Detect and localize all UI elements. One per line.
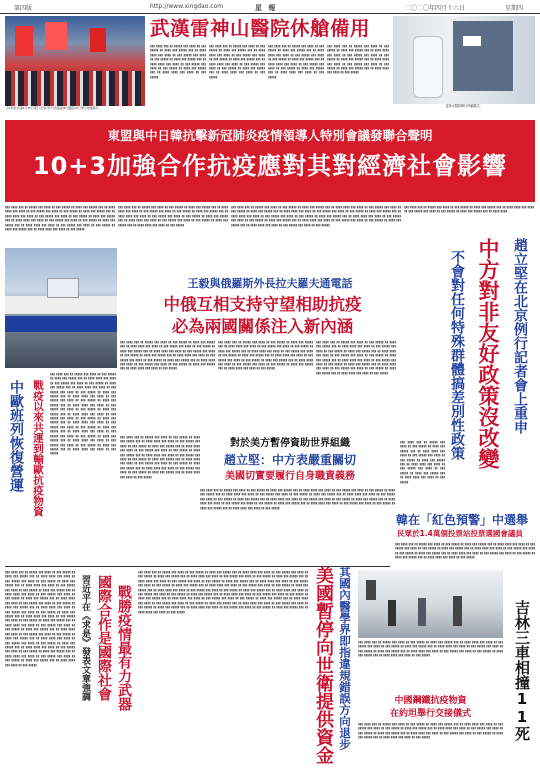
article-text: ▮▮▮ ▮▮▮▮ ▮▮▮ ▮▮ ▮▮▮▮▮ ▮▮▮ ▮▮▮▮ ▮▮ ▮▮▮ ▮▮▮▮▮ ▮▮ ▮▮▮▮ ▮▮▮ ▮▮▮▮▮ ▮▮▮ ▮▮ ▮▮▮▮ ▮▮▮▮ ▮▮▮ ▮▮▮▮ ▮▮ ▮▮▮ ▮▮▮▮▮ ▮▮▮ ▮▮▮▮ ▮▮ ▮▮▮ ▮▮▮▮▮ ▮▮ ▮▮▮▮ ▮▮▮ ▮▮▮▮▮ ▮▮▮ ▮▮ ▮▮▮▮ ▮▮▮▮ ▮▮▮ ▮▮▮▮ ▮▮ ▮▮▮ ▮▮▮▮▮ ▮▮▮ ▮▮▮▮ ▮▮ ▮▮▮ ▮▮▮▮▮ ▮▮ ▮▮▮▮ ▮▮▮ ▮▮▮▮▮ ▮▮▮ ▮▮ ▮▮▮▮ ▮▮▮▮ ▮▮▮ ▮▮▮▮ ▮▮ ▮▮▮ ▮▮▮▮▮ ▮▮▮ ▮▮▮▮ ▮▮ ▮▮▮ ▮▮▮▮▮ ▮▮ ▮▮▮▮ ▮▮▮ ▮▮▮▮▮ ▮▮▮ ▮▮ ▮▮▮▮ ▮▮▮▮ ▮▮▮ ▮▮▮▮ ▮▮ ▮▮▮ ▮▮▮▮▮ ▮▮▮ ▮▮▮▮ ▮▮ ▮▮▮ ▮▮▮▮▮ ▮▮ ▮▮▮▮ ▮▮▮ ▮▮▮▮▮ ▮▮▮ ▮▮ ▮▮▮▮ ▮▮▮▮ ▮▮▮ ▮▮▮▮ ▮▮ ▮▮▮ ▮▮▮▮▮ xyxy=(120,340,215,371)
us-halt-headline: 美國暫停向世衛提供資金 xyxy=(313,566,334,764)
article-text: ▮▮▮ ▮▮▮▮ ▮▮▮ ▮▮ ▮▮▮▮▮ ▮▮▮ ▮▮▮▮ ▮▮ ▮▮▮ ▮▮▮▮▮ ▮▮ ▮▮▮▮ ▮▮▮ ▮▮▮▮▮ ▮▮▮ ▮▮ ▮▮▮▮ ▮▮▮▮ ▮▮▮ ▮▮▮▮ ▮▮ ▮▮▮ ▮▮▮▮▮ ▮▮▮ ▮▮▮▮ ▮▮ ▮▮▮ ▮▮▮▮▮ ▮▮ ▮▮▮▮ ▮▮▮ ▮▮▮▮▮ ▮▮▮ ▮▮ ▮▮▮▮ ▮▮▮▮ ▮▮▮ ▮▮▮▮ ▮▮ ▮▮▮ ▮▮▮▮▮ ▮▮▮ ▮▮▮▮ ▮▮ ▮▮▮ ▮▮▮▮▮ ▮▮ ▮▮▮▮ ▮▮▮ ▮▮▮▮▮ ▮▮▮ ▮▮ ▮▮▮▮ ▮▮▮▮ ▮▮▮ ▮▮▮▮ ▮▮ ▮▮▮ ▮▮▮▮▮ xyxy=(268,44,324,79)
article-text: ▮▮▮ ▮▮▮▮ ▮▮▮ ▮▮ ▮▮▮▮▮ ▮▮▮ ▮▮▮▮ ▮▮ ▮▮▮ ▮▮▮▮▮ ▮▮ ▮▮▮▮ ▮▮▮ ▮▮▮▮▮ ▮▮▮ ▮▮ ▮▮▮▮ ▮▮▮▮ ▮▮▮ ▮▮▮▮ ▮▮ ▮▮▮ ▮▮▮▮▮ ▮▮▮ ▮▮▮▮ ▮▮ ▮▮▮ ▮▮▮▮▮ ▮▮ ▮▮▮▮ ▮▮▮ ▮▮▮▮▮ ▮▮▮ ▮▮ ▮▮▮▮ ▮▮▮▮ ▮▮▮ ▮▮▮▮ ▮▮ ▮▮▮ ▮▮▮▮▮ ▮▮▮ ▮▮▮▮ ▮▮ ▮▮▮ ▮▮▮▮▮ ▮▮ ▮▮▮▮ ▮▮▮ ▮▮▮▮▮ ▮▮▮ ▮▮ ▮▮▮▮ ▮▮▮▮ ▮▮▮ ▮▮▮▮ ▮▮ ▮▮▮ ▮▮▮▮▮ ▮▮▮ ▮▮▮▮ ▮▮ ▮▮▮ ▮▮▮▮▮ ▮▮ ▮▮▮▮ ▮▮▮ ▮▮▮▮▮ ▮▮▮ ▮▮ ▮▮▮▮ ▮▮▮▮ ▮▮▮ ▮▮▮▮ ▮▮ ▮▮▮ ▮▮▮▮▮ ▮▮▮ ▮▮▮▮ ▮▮ ▮▮▮ ▮▮▮▮▮ ▮▮ ▮▮▮▮ ▮▮▮ ▮▮▮▮▮ ▮▮▮ ▮▮ ▮▮▮▮ ▮▮▮▮ ▮▮▮ ▮▮▮▮ ▮▮ ▮▮▮ ▮▮▮▮▮ ▮▮▮ ▮▮▮▮ ▮▮ ▮▮▮ ▮▮▮▮▮ ▮▮ ▮▮▮▮ ▮▮▮ ▮▮▮▮▮ ▮▮▮ ▮▮ ▮▮▮▮ ▮▮▮▮ ▮▮▮ ▮▮▮▮ ▮▮ ▮▮▮ ▮▮▮▮▮ ▮▮▮ ▮▮▮▮ ▮▮ ▮▮▮ ▮▮▮▮▮ ▮▮ ▮▮▮▮ ▮▮▮ ▮▮▮▮▮ ▮▮▮ ▮▮ ▮▮▮▮ ▮▮▮▮ ▮▮▮ ▮▮▮▮ ▮▮ ▮▮▮ ▮▮▮▮▮ ▮▮▮ ▮▮▮▮ ▮▮ ▮▮▮ ▮▮▮▮▮ ▮▮ ▮▮▮▮ ▮▮▮ ▮▮▮▮▮ ▮▮▮ ▮▮ ▮▮▮▮ ▮▮▮▮ ▮▮▮ ▮▮▮▮ ▮▮ ▮▮▮ ▮▮▮▮▮ ▮▮▮ ▮▮▮▮ ▮▮ ▮▮▮ ▮▮▮▮▮ ▮▮ ▮▮▮▮ ▮▮▮ ▮▮▮▮▮ ▮▮▮ ▮▮ ▮▮▮▮ ▮▮▮▮ ▮▮▮ ▮▮▮▮ ▮▮ ▮▮▮ ▮▮▮▮▮ ▮▮▮ ▮▮▮▮ ▮▮ ▮▮▮ ▮▮▮▮▮ ▮▮ ▮▮▮▮ ▮▮▮ ▮▮▮▮▮ ▮▮▮ ▮▮ ▮▮▮▮ ▮▮▮▮ ▮▮▮ ▮▮▮▮ ▮▮ ▮▮▮ ▮▮▮▮▮ ▮▮▮ ▮▮▮▮ ▮▮ ▮▮▮ ▮▮▮▮▮ ▮▮ ▮▮▮▮ ▮▮▮ ▮▮▮▮▮ ▮▮▮ ▮▮ ▮▮▮▮ ▮▮▮▮ ▮▮▮ ▮▮▮▮ ▮▮ ▮▮▮ ▮▮▮▮▮ ▮▮▮ ▮▮▮▮ ▮▮ ▮▮▮ ▮▮▮▮▮ ▮▮ ▮▮▮▮ ▮▮▮ ▮▮▮▮▮ ▮▮▮ ▮▮ ▮▮▮▮ ▮▮▮▮ ▮▮▮ ▮▮▮▮ ▮▮ ▮▮▮ ▮▮▮▮▮ ▮▮▮ ▮▮▮▮ ▮▮ ▮▮▮ ▮▮▮▮▮ ▮▮ ▮▮▮▮ ▮▮▮ ▮▮▮▮▮ ▮▮▮ ▮▮ ▮▮▮▮ ▮▮▮▮ ▮▮▮ ▮▮▮▮ ▮▮ ▮▮▮ ▮▮▮▮▮ xyxy=(138,570,308,614)
site-url[interactable]: http://www.xingdao.com xyxy=(150,3,224,10)
sign xyxy=(366,580,376,600)
photo-caption: 雷神山醫院舉行休艙儀式。 xyxy=(445,104,483,108)
sign xyxy=(47,278,79,298)
wangyi-headline-1: 中俄互相支持守望相助抗疫 xyxy=(163,295,362,314)
us-halt-subhead: 其國內醫學界即指違規錯誤方向退步 xyxy=(338,566,352,750)
banner xyxy=(5,120,535,202)
uswho-headline: 趙立堅：中方表嚴重關切 xyxy=(223,453,356,467)
article-text: ▮▮▮ ▮▮▮▮ ▮▮▮ ▮▮ ▮▮▮▮▮ ▮▮▮ ▮▮▮▮ ▮▮ ▮▮▮ ▮▮▮▮▮ ▮▮ ▮▮▮▮ ▮▮▮ ▮▮▮▮▮ ▮▮▮ ▮▮ ▮▮▮▮ ▮▮▮▮ ▮▮▮ ▮▮▮▮ ▮▮ ▮▮▮ ▮▮▮▮▮ ▮▮▮ ▮▮▮▮ ▮▮ ▮▮▮ ▮▮▮▮▮ ▮▮ ▮▮▮▮ ▮▮▮ ▮▮▮▮▮ ▮▮▮ ▮▮ ▮▮▮▮ ▮▮▮▮ ▮▮▮ ▮▮▮▮ ▮▮ ▮▮▮ ▮▮▮▮▮ ▮▮▮ ▮▮▮▮ ▮▮ ▮▮▮ ▮▮▮▮▮ ▮▮ ▮▮▮▮ ▮▮▮ ▮▮▮▮▮ ▮▮▮ ▮▮ ▮▮▮▮ ▮▮▮▮ ▮▮▮ ▮▮▮▮ ▮▮ ▮▮▮ ▮▮▮▮▮ xyxy=(327,44,389,75)
page-header xyxy=(0,0,540,14)
article-text: ▮▮▮ ▮▮▮▮ ▮▮▮ ▮▮ ▮▮▮▮▮ ▮▮▮ ▮▮▮▮ ▮▮ ▮▮▮ ▮▮▮▮▮ ▮▮ ▮▮▮▮ ▮▮▮ ▮▮▮▮▮ ▮▮▮ ▮▮ ▮▮▮▮ ▮▮▮▮ ▮▮▮ ▮▮▮▮ ▮▮ ▮▮▮ ▮▮▮▮▮ ▮▮▮ ▮▮▮▮ ▮▮ ▮▮▮ ▮▮▮▮▮ ▮▮ ▮▮▮▮ ▮▮▮ ▮▮▮▮▮ ▮▮▮ ▮▮ ▮▮▮▮ ▮▮▮▮ ▮▮▮ ▮▮▮▮ ▮▮ ▮▮▮ ▮▮▮▮▮ ▮▮▮ ▮▮▮▮ ▮▮ ▮▮▮ ▮▮▮▮▮ ▮▮ ▮▮▮▮ ▮▮▮ ▮▮▮▮▮ ▮▮▮ ▮▮ ▮▮▮▮ ▮▮▮▮ ▮▮▮ ▮▮▮▮ ▮▮ ▮▮▮ ▮▮▮▮▮ ▮▮▮ ▮▮▮▮ ▮▮ ▮▮▮ ▮▮▮▮▮ ▮▮ ▮▮▮▮ ▮▮▮ ▮▮▮▮▮ ▮▮▮ ▮▮ ▮▮▮▮ ▮▮▮▮ ▮▮▮ ▮▮▮▮ ▮▮ ▮▮▮ ▮▮▮▮▮ ▮▮▮ ▮▮▮▮ ▮▮ ▮▮▮ ▮▮▮▮▮ ▮▮ ▮▮▮▮ ▮▮▮ ▮▮▮▮▮ ▮▮▮ ▮▮ ▮▮▮▮ ▮▮▮▮ ▮▮▮ ▮▮▮▮ ▮▮ ▮▮▮ ▮▮▮▮▮ xyxy=(218,340,313,371)
wangyi-headline-2: 必為兩國關係注入新內涵 xyxy=(171,317,354,336)
zhao-subhead: 趙立堅在北京例行記者會上重申 xyxy=(512,238,528,434)
article-text: ▮▮▮ ▮▮▮▮ ▮▮▮ ▮▮ ▮▮▮▮▮ ▮▮▮ ▮▮▮▮ ▮▮ ▮▮▮ ▮▮▮▮▮ ▮▮ ▮▮▮▮ ▮▮▮ ▮▮▮▮▮ ▮▮▮ ▮▮ ▮▮▮▮ ▮▮▮▮ ▮▮▮ ▮▮▮▮ ▮▮ ▮▮▮ ▮▮▮▮▮ ▮▮▮ ▮▮▮▮ ▮▮ ▮▮▮ ▮▮▮▮▮ ▮▮ ▮▮▮▮ ▮▮▮ ▮▮▮▮▮ ▮▮▮ ▮▮ ▮▮▮▮ ▮▮▮▮ xyxy=(404,205,534,214)
intl-headline-2: 戰勝疫情最有力武器 xyxy=(116,585,132,711)
zhao-headline: 中方對非友好政策沒改變 xyxy=(476,238,500,469)
article-text: ▮▮▮ ▮▮▮▮ ▮▮▮ ▮▮ ▮▮▮▮▮ ▮▮▮ ▮▮▮▮ ▮▮ ▮▮▮ ▮▮▮▮▮ ▮▮ ▮▮▮▮ ▮▮▮ ▮▮▮▮▮ ▮▮▮ ▮▮ ▮▮▮▮ ▮▮▮▮ ▮▮▮ ▮▮▮▮ ▮▮ ▮▮▮ ▮▮▮▮▮ ▮▮▮ ▮▮▮▮ ▮▮ ▮▮▮ ▮▮▮▮▮ ▮▮ ▮▮▮▮ ▮▮▮ ▮▮▮▮▮ ▮▮▮ ▮▮ ▮▮▮▮ ▮▮▮▮ ▮▮▮ ▮▮▮▮ ▮▮ ▮▮▮ ▮▮▮▮▮ ▮▮▮ ▮▮▮▮ ▮▮ ▮▮▮ ▮▮▮▮▮ ▮▮ ▮▮▮▮ ▮▮▮ ▮▮▮▮▮ ▮▮▮ ▮▮ ▮▮▮▮ ▮▮▮▮ ▮▮▮ ▮▮▮▮ ▮▮ ▮▮▮ ▮▮▮▮▮ ▮▮▮ ▮▮▮▮ ▮▮ ▮▮▮ ▮▮▮▮▮ ▮▮ ▮▮▮▮ ▮▮▮ ▮▮▮▮▮ ▮▮▮ ▮▮ ▮▮▮▮ ▮▮▮▮ ▮▮▮ ▮▮▮▮ ▮▮ ▮▮▮ ▮▮▮▮▮ ▮▮▮ ▮▮▮▮ ▮▮ ▮▮▮ ▮▮▮▮▮ ▮▮ ▮▮▮▮ ▮▮▮ ▮▮▮▮▮ ▮▮▮ ▮▮ ▮▮▮▮ ▮▮▮▮ ▮▮▮ ▮▮▮▮ ▮▮ ▮▮▮ ▮▮▮▮▮ ▮▮▮ ▮▮▮▮ ▮▮ ▮▮▮ ▮▮▮▮▮ ▮▮ ▮▮▮▮ ▮▮▮ ▮▮▮▮▮ ▮▮▮ ▮▮ ▮▮▮▮ ▮▮▮▮ ▮▮▮ ▮▮▮▮ ▮▮ ▮▮▮ ▮▮▮▮▮ ▮▮▮ ▮▮▮▮ ▮▮ ▮▮▮ ▮▮▮▮▮ ▮▮ ▮▮▮▮ ▮▮▮ ▮▮▮▮▮ ▮▮▮ ▮▮ ▮▮▮▮ ▮▮▮▮ ▮▮▮ ▮▮▮▮ ▮▮ ▮▮▮ ▮▮▮▮▮ ▮▮▮ ▮▮▮▮ ▮▮ ▮▮▮ ▮▮▮▮▮ ▮▮ ▮▮▮▮ ▮▮▮ ▮▮▮▮▮ ▮▮▮ ▮▮ ▮▮▮▮ ▮▮▮▮ ▮▮▮ ▮▮▮▮ ▮▮ ▮▮▮ ▮▮▮▮▮ ▮▮▮ ▮▮▮▮ ▮▮ ▮▮▮ ▮▮▮▮▮ ▮▮ ▮▮▮▮ ▮▮▮ ▮▮▮▮▮ ▮▮▮ ▮▮ ▮▮▮▮ ▮▮▮▮ ▮▮▮ ▮▮▮▮ ▮▮ ▮▮▮ ▮▮▮▮▮ ▮▮▮ ▮▮▮▮ ▮▮ ▮▮▮ ▮▮▮▮▮ ▮▮ ▮▮▮▮ ▮▮▮ ▮▮▮▮▮ ▮▮▮ ▮▮ ▮▮▮▮ ▮▮▮▮ ▮▮▮ ▮▮▮▮ ▮▮ ▮▮▮ ▮▮▮▮▮ ▮▮▮ ▮▮▮▮ ▮▮ ▮▮▮ ▮▮▮▮▮ ▮▮ ▮▮▮▮ ▮▮▮ ▮▮▮▮▮ ▮▮▮ ▮▮ ▮▮▮▮ ▮▮▮▮ ▮▮▮ ▮▮▮▮ ▮▮ ▮▮▮ ▮▮▮▮▮ ▮▮▮ ▮▮▮▮ ▮▮ ▮▮▮ ▮▮▮▮▮ ▮▮ ▮▮▮▮ ▮▮▮ ▮▮▮▮▮ ▮▮▮ ▮▮ ▮▮▮▮ ▮▮▮▮ ▮▮▮ ▮▮▮▮ ▮▮ ▮▮▮ ▮▮▮▮▮ xyxy=(5,570,75,667)
photo-caption: 【中新社武漢4月15日電】(記者 馬芳)武漢雷神山醫院15日舉行休艙儀式... xyxy=(5,106,101,110)
uswho-kicker: 對於美方暫停資助世界組織 xyxy=(230,438,350,449)
crowd xyxy=(5,71,145,106)
wangyi-subhead: 王毅與俄羅斯外長拉夫羅夫通電話 xyxy=(187,277,353,290)
article-text: ▮▮▮ ▮▮▮▮ ▮▮▮ ▮▮ ▮▮▮▮▮ ▮▮▮ ▮▮▮▮ ▮▮ ▮▮▮ ▮▮▮▮▮ ▮▮ ▮▮▮▮ ▮▮▮ ▮▮▮▮▮ ▮▮▮ ▮▮ ▮▮▮▮ ▮▮▮▮ ▮▮▮ ▮▮▮▮ ▮▮ ▮▮▮ ▮▮▮▮▮ ▮▮▮ ▮▮▮▮ ▮▮ ▮▮▮ ▮▮▮▮▮ ▮▮ ▮▮▮▮ ▮▮▮ ▮▮▮▮▮ ▮▮▮ ▮▮ ▮▮▮▮ ▮▮▮▮ ▮▮▮ ▮▮▮▮ ▮▮ ▮▮▮ ▮▮▮▮▮ ▮▮▮ ▮▮▮▮ ▮▮ ▮▮▮ ▮▮▮▮▮ ▮▮ ▮▮▮▮ ▮▮▮ ▮▮▮▮▮ ▮▮▮ ▮▮ ▮▮▮▮ ▮▮▮▮ ▮▮▮ ▮▮▮▮ ▮▮ ▮▮▮ ▮▮▮▮▮ xyxy=(400,440,445,484)
article-text: ▮▮▮ ▮▮▮▮ ▮▮▮ ▮▮ ▮▮▮▮▮ ▮▮▮ ▮▮▮▮ ▮▮ ▮▮▮ ▮▮▮▮▮ ▮▮ ▮▮▮▮ ▮▮▮ ▮▮▮▮▮ ▮▮▮ ▮▮ ▮▮▮▮ ▮▮▮▮ ▮▮▮ ▮▮▮▮ ▮▮ ▮▮▮ ▮▮▮▮▮ ▮▮▮ ▮▮▮▮ ▮▮ ▮▮▮ ▮▮▮▮▮ ▮▮ ▮▮▮▮ ▮▮▮ ▮▮▮▮▮ ▮▮▮ ▮▮ ▮▮▮▮ ▮▮▮▮ ▮▮▮ ▮▮▮▮ ▮▮ ▮▮▮ ▮▮▮▮▮ ▮▮▮ ▮▮▮▮ ▮▮ ▮▮▮ ▮▮▮▮▮ ▮▮ ▮▮▮▮ ▮▮▮ ▮▮▮▮▮ ▮▮▮ ▮▮ ▮▮▮▮ ▮▮▮▮ ▮▮▮ ▮▮▮▮ ▮▮ ▮▮▮ ▮▮▮▮▮ xyxy=(209,44,265,79)
intl-kicker: 習近平在《求是》發表文章強調 xyxy=(80,575,90,701)
jilin-headline: 吉林三車相撞11死 xyxy=(513,600,531,741)
door-panel xyxy=(453,21,513,91)
zhao-subhead-2: 不會對任何特殊群體搞差別性政策 xyxy=(449,250,465,460)
person xyxy=(418,598,426,626)
article-text: ▮▮▮ ▮▮▮▮ ▮▮▮ ▮▮ ▮▮▮▮▮ ▮▮▮ ▮▮▮▮ ▮▮ ▮▮▮ ▮▮▮▮▮ ▮▮ ▮▮▮▮ ▮▮▮ ▮▮▮▮▮ ▮▮▮ ▮▮ ▮▮▮▮ ▮▮▮▮ ▮▮▮ ▮▮▮▮ ▮▮ ▮▮▮ ▮▮▮▮▮ ▮▮▮ ▮▮▮▮ ▮▮ ▮▮▮ ▮▮▮▮▮ ▮▮ ▮▮▮▮ ▮▮▮ ▮▮▮▮▮ ▮▮▮ ▮▮ ▮▮▮▮ ▮▮▮▮ ▮▮▮ ▮▮▮▮ ▮▮ ▮▮▮ ▮▮▮▮▮ ▮▮▮ ▮▮▮▮ ▮▮ ▮▮▮ ▮▮▮▮▮ ▮▮ ▮▮▮▮ ▮▮▮ ▮▮▮▮▮ ▮▮▮ ▮▮ ▮▮▮▮ ▮▮▮▮ ▮▮▮ ▮▮▮▮ ▮▮ ▮▮▮ ▮▮▮▮▮ ▮▮▮ ▮▮▮▮ ▮▮ ▮▮▮ ▮▮▮▮▮ ▮▮ ▮▮▮▮ ▮▮▮ ▮▮▮▮▮ ▮▮▮ ▮▮ ▮▮▮▮ ▮▮▮▮ ▮▮▮ ▮▮▮▮ ▮▮ ▮▮▮ ▮▮▮▮▮ ▮▮▮ ▮▮▮▮ ▮▮ ▮▮▮ ▮▮▮▮▮ ▮▮ ▮▮▮▮ ▮▮▮ ▮▮▮▮▮ ▮▮▮ ▮▮ ▮▮▮▮ ▮▮▮▮ ▮▮▮ ▮▮▮▮ ▮▮ ▮▮▮ ▮▮▮▮▮ ▮▮▮ ▮▮▮▮ ▮▮ ▮▮▮ ▮▮▮▮▮ ▮▮ ▮▮▮▮ ▮▮▮ ▮▮▮▮▮ ▮▮▮ ▮▮ ▮▮▮▮ ▮▮▮▮ ▮▮▮ ▮▮▮▮ ▮▮ ▮▮▮ ▮▮▮▮▮ ▮▮▮ ▮▮▮▮ ▮▮ ▮▮▮ ▮▮▮▮▮ xyxy=(231,205,401,227)
article-text: ▮▮▮ ▮▮▮▮ ▮▮▮ ▮▮ ▮▮▮▮▮ ▮▮▮ ▮▮▮▮ ▮▮ ▮▮▮ ▮▮▮▮▮ ▮▮ ▮▮▮▮ ▮▮▮ ▮▮▮▮▮ ▮▮▮ ▮▮ ▮▮▮▮ ▮▮▮▮ ▮▮▮ ▮▮▮▮ ▮▮ ▮▮▮ ▮▮▮▮▮ ▮▮▮ ▮▮▮▮ ▮▮ ▮▮▮ ▮▮▮▮▮ ▮▮ ▮▮▮▮ ▮▮▮ ▮▮▮▮▮ ▮▮▮ ▮▮ ▮▮▮▮ ▮▮▮▮ ▮▮▮ ▮▮▮▮ ▮▮ ▮▮▮ ▮▮▮▮▮ ▮▮▮ ▮▮▮▮ ▮▮ ▮▮▮ ▮▮▮▮▮ ▮▮ ▮▮▮▮ ▮▮▮ ▮▮▮▮▮ ▮▮▮ ▮▮ ▮▮▮▮ ▮▮▮▮ ▮▮▮ ▮▮▮▮ ▮▮ ▮▮▮ ▮▮▮▮▮ ▮▮▮ ▮▮▮▮ ▮▮ ▮▮▮ ▮▮▮▮▮ ▮▮ ▮▮▮▮ ▮▮▮ ▮▮▮▮▮ ▮▮▮ ▮▮ ▮▮▮▮ ▮▮▮▮ ▮▮▮ ▮▮▮▮ ▮▮ ▮▮▮ ▮▮▮▮▮ ▮▮▮ ▮▮▮▮ ▮▮ ▮▮▮ ▮▮▮▮▮ ▮▮ ▮▮▮▮ ▮▮▮ ▮▮▮▮▮ ▮▮▮ ▮▮ ▮▮▮▮ ▮▮▮▮ ▮▮▮ ▮▮▮▮ ▮▮ ▮▮▮ ▮▮▮▮▮ xyxy=(316,340,396,375)
weekday: 星期四 xyxy=(505,5,524,12)
container xyxy=(5,296,117,314)
intl-headline-1: 國際合作是國際社會 xyxy=(96,575,112,701)
flag xyxy=(15,26,33,56)
page-number: 第四版 xyxy=(14,5,33,12)
airport-photo xyxy=(358,570,503,638)
banner-headline: 10+3加強合作抗疫應對其對經濟社會影響 xyxy=(32,152,508,180)
top-headline: 武漢雷神山醫院休艙備用 xyxy=(150,17,371,40)
person xyxy=(453,596,462,626)
person xyxy=(388,600,396,626)
article-text: ▮▮▮ ▮▮▮▮ ▮▮▮ ▮▮ ▮▮▮▮▮ ▮▮▮ ▮▮▮▮ ▮▮ ▮▮▮ ▮▮▮▮▮ ▮▮ ▮▮▮▮ ▮▮▮ ▮▮▮▮▮ ▮▮▮ ▮▮ ▮▮▮▮ ▮▮▮▮ ▮▮▮ ▮▮▮▮ ▮▮ ▮▮▮ ▮▮▮▮▮ ▮▮▮ ▮▮▮▮ ▮▮ ▮▮▮ ▮▮▮▮▮ ▮▮ ▮▮▮▮ ▮▮▮ ▮▮▮▮▮ ▮▮▮ ▮▮ ▮▮▮▮ ▮▮▮▮ ▮▮▮ ▮▮▮▮ ▮▮ ▮▮▮ ▮▮▮▮▮ ▮▮▮ ▮▮▮▮ ▮▮ ▮▮▮ ▮▮▮▮▮ ▮▮ ▮▮▮▮ ▮▮▮ ▮▮▮▮▮ ▮▮▮ ▮▮ ▮▮▮▮ ▮▮▮▮ ▮▮▮ ▮▮▮▮ ▮▮ ▮▮▮ ▮▮▮▮▮ xyxy=(150,44,206,79)
container xyxy=(5,316,117,332)
korea-headline: 韓在「紅色預警」中選舉 xyxy=(395,513,528,527)
rail-subhead: 戰疫以來共運到輸歐抗疫物資 xyxy=(32,380,44,517)
aid-headline-2: 在約坦舉行交接儀式 xyxy=(389,709,471,719)
article-text: ▮▮▮ ▮▮▮▮ ▮▮▮ ▮▮ ▮▮▮▮▮ ▮▮▮ ▮▮▮▮ ▮▮ ▮▮▮ ▮▮▮▮▮ ▮▮ ▮▮▮▮ ▮▮▮ ▮▮▮▮▮ ▮▮▮ ▮▮ ▮▮▮▮ ▮▮▮▮ ▮▮▮ ▮▮▮▮ ▮▮ ▮▮▮ ▮▮▮▮▮ ▮▮▮ ▮▮▮▮ ▮▮ ▮▮▮ ▮▮▮▮▮ ▮▮ ▮▮▮▮ ▮▮▮ ▮▮▮▮▮ ▮▮▮ ▮▮ ▮▮▮▮ ▮▮▮▮ ▮▮▮ ▮▮▮▮ ▮▮ ▮▮▮ ▮▮▮▮▮ ▮▮▮ ▮▮▮▮ ▮▮ ▮▮▮ ▮▮▮▮▮ ▮▮ ▮▮▮▮ ▮▮▮ ▮▮▮▮▮ ▮▮▮ ▮▮ ▮▮▮▮ ▮▮▮▮ ▮▮▮ ▮▮▮▮ ▮▮ ▮▮▮ ▮▮▮▮▮ ▮▮▮ ▮▮▮▮ ▮▮ ▮▮▮ ▮▮▮▮▮ ▮▮ ▮▮▮▮ ▮▮▮ ▮▮▮▮▮ ▮▮▮ ▮▮ ▮▮▮▮ ▮▮▮▮ ▮▮▮ ▮▮▮▮ ▮▮ ▮▮▮ ▮▮▮▮▮ ▮▮▮ ▮▮▮▮ ▮▮ ▮▮▮ ▮▮▮▮▮ ▮▮ ▮▮▮▮ ▮▮▮ ▮▮▮▮▮ ▮▮▮ ▮▮ ▮▮▮▮ ▮▮▮▮ ▮▮▮ ▮▮▮▮ ▮▮ ▮▮▮ ▮▮▮▮▮ ▮▮▮ ▮▮▮▮ ▮▮ ▮▮▮ ▮▮▮▮▮ ▮▮ ▮▮▮▮ ▮▮▮ ▮▮▮▮▮ ▮▮▮ ▮▮ ▮▮▮▮ ▮▮▮▮ ▮▮▮ ▮▮▮▮ ▮▮ ▮▮▮ ▮▮▮▮▮ ▮▮▮ ▮▮▮▮ ▮▮ ▮▮▮ ▮▮▮▮▮ ▮▮ ▮▮▮▮ ▮▮▮ ▮▮▮▮▮ ▮▮▮ ▮▮ ▮▮▮▮ ▮▮▮▮ ▮▮▮ ▮▮▮▮ ▮▮ ▮▮▮ ▮▮▮▮▮ xyxy=(200,488,395,510)
banner-kicker: 東盟與中日韓抗擊新冠肺炎疫情領導人特別會議發聯合聲明 xyxy=(107,128,433,143)
top-right-photo xyxy=(393,16,535,104)
article-text: ▮▮▮ ▮▮▮▮ ▮▮▮ ▮▮ ▮▮▮▮▮ ▮▮▮ ▮▮▮▮ ▮▮ ▮▮▮ ▮▮▮▮▮ ▮▮ ▮▮▮▮ ▮▮▮ ▮▮▮▮▮ ▮▮▮ ▮▮ ▮▮▮▮ ▮▮▮▮ ▮▮▮ ▮▮▮▮ ▮▮ ▮▮▮ ▮▮▮▮▮ ▮▮▮ ▮▮▮▮ ▮▮ ▮▮▮ ▮▮▮▮▮ ▮▮ ▮▮▮▮ ▮▮▮ ▮▮▮▮▮ ▮▮▮ ▮▮ ▮▮▮▮ ▮▮▮▮ ▮▮▮ ▮▮▮▮ ▮▮ ▮▮▮ ▮▮▮▮▮ ▮▮▮ ▮▮▮▮ ▮▮ ▮▮▮ ▮▮▮▮▮ ▮▮ ▮▮▮▮ ▮▮▮ ▮▮▮▮▮ ▮▮▮ ▮▮ ▮▮▮▮ ▮▮▮▮ ▮▮▮ ▮▮▮▮ ▮▮ ▮▮▮ ▮▮▮▮▮ ▮▮▮ ▮▮▮▮ ▮▮ ▮▮▮ ▮▮▮▮▮ ▮▮ ▮▮▮▮ ▮▮▮ ▮▮▮▮▮ ▮▮▮ ▮▮ ▮▮▮▮ ▮▮▮▮ ▮▮▮ ▮▮▮▮ ▮▮ ▮▮▮ ▮▮▮▮▮ ▮▮▮ ▮▮▮▮ ▮▮ ▮▮▮ ▮▮▮▮▮ ▮▮ ▮▮▮▮ ▮▮▮ ▮▮▮▮▮ ▮▮▮ ▮▮ ▮▮▮▮ ▮▮▮▮ ▮▮▮ ▮▮▮▮ ▮▮ ▮▮▮ ▮▮▮▮▮ ▮▮▮ ▮▮▮▮ ▮▮ ▮▮▮ ▮▮▮▮▮ ▮▮ ▮▮▮▮ ▮▮▮ ▮▮▮▮▮ ▮▮▮ ▮▮ ▮▮▮▮ ▮▮▮▮ ▮▮▮ ▮▮▮▮ ▮▮ ▮▮▮ ▮▮▮▮▮ ▮▮▮ ▮▮▮▮ ▮▮ ▮▮▮ ▮▮▮▮▮ ▮▮ ▮▮▮▮ ▮▮▮ ▮▮▮▮▮ ▮▮▮ ▮▮ ▮▮▮▮ ▮▮▮▮ ▮▮▮ ▮▮▮▮ ▮▮ ▮▮▮ ▮▮▮▮▮ ▮▮▮ ▮▮▮▮ ▮▮ ▮▮▮ ▮▮▮▮▮ ▮▮ ▮▮▮▮ ▮▮▮ ▮▮▮▮▮ ▮▮▮ ▮▮ ▮▮▮▮ ▮▮▮▮ ▮▮▮ ▮▮▮▮ ▮▮ ▮▮▮ ▮▮▮▮▮ ▮▮▮ ▮▮▮▮ ▮▮ ▮▮▮ ▮▮▮▮▮ ▮▮ ▮▮▮▮ ▮▮▮ ▮▮▮▮▮ ▮▮▮ ▮▮ ▮▮▮▮ ▮▮▮▮ ▮▮▮ ▮▮▮▮ ▮▮ ▮▮▮ ▮▮▮▮▮ xyxy=(50,372,116,456)
uswho-subhead: 美國切實要履行自身職責義務 xyxy=(225,471,355,482)
article-text: ▮▮▮ ▮▮▮▮ ▮▮▮ ▮▮ ▮▮▮▮▮ ▮▮▮ ▮▮▮▮ ▮▮ ▮▮▮ ▮▮▮▮▮ ▮▮ ▮▮▮▮ ▮▮▮ ▮▮▮▮▮ ▮▮▮ ▮▮ ▮▮▮▮ ▮▮▮▮ ▮▮▮ ▮▮▮▮ ▮▮ ▮▮▮ ▮▮▮▮▮ ▮▮▮ ▮▮▮▮ ▮▮ ▮▮▮ ▮▮▮▮▮ ▮▮ ▮▮▮▮ ▮▮▮ ▮▮▮▮▮ ▮▮▮ ▮▮ ▮▮▮▮ ▮▮▮▮ ▮▮▮ ▮▮▮▮ ▮▮ ▮▮▮ ▮▮▮▮▮ ▮▮▮ ▮▮▮▮ ▮▮ ▮▮▮ ▮▮▮▮▮ ▮▮ ▮▮▮▮ ▮▮▮ ▮▮▮▮▮ ▮▮▮ ▮▮ ▮▮▮▮ ▮▮▮▮ ▮▮▮ ▮▮▮▮ ▮▮ ▮▮▮ ▮▮▮▮▮ ▮▮▮ ▮▮▮▮ ▮▮ ▮▮▮ ▮▮▮▮▮ ▮▮ ▮▮▮▮ ▮▮▮ ▮▮▮▮▮ ▮▮▮ ▮▮ ▮▮▮▮ ▮▮▮▮ ▮▮▮ ▮▮▮▮ ▮▮ ▮▮▮ ▮▮▮▮▮ xyxy=(118,205,228,227)
korea-subhead: 民眾於1.4萬個投票站投票選國會議員 xyxy=(397,529,523,538)
aid-headline-1: 中國鋼鐵抗疫物資 xyxy=(394,696,467,706)
issue-date: 二〇二〇年四月十六日 xyxy=(405,5,466,12)
rail-headline: 中歐班列恢復營運 xyxy=(8,380,24,492)
sign xyxy=(463,36,481,46)
paper-name: 星 報 xyxy=(255,4,278,12)
article-text: ▮▮▮ ▮▮▮▮ ▮▮▮ ▮▮ ▮▮▮▮▮ ▮▮▮ ▮▮▮▮ ▮▮ ▮▮▮ ▮▮▮▮▮ ▮▮ ▮▮▮▮ ▮▮▮ ▮▮▮▮▮ ▮▮▮ ▮▮ ▮▮▮▮ ▮▮▮▮ ▮▮▮ ▮▮▮▮ ▮▮ ▮▮▮ ▮▮▮▮▮ ▮▮▮ ▮▮▮▮ ▮▮ ▮▮▮ ▮▮▮▮▮ ▮▮ ▮▮▮▮ ▮▮▮ ▮▮▮▮▮ ▮▮▮ ▮▮ ▮▮▮▮ ▮▮▮▮ ▮▮▮ ▮▮▮▮ ▮▮ ▮▮▮ ▮▮▮▮▮ ▮▮▮ ▮▮▮▮ ▮▮ ▮▮▮ ▮▮▮▮▮ ▮▮ ▮▮▮▮ ▮▮▮ ▮▮▮▮▮ ▮▮▮ ▮▮ ▮▮▮▮ ▮▮▮▮ ▮▮▮ ▮▮▮▮ ▮▮ ▮▮▮ ▮▮▮▮▮ ▮▮▮ ▮▮▮▮ ▮▮ ▮▮▮ ▮▮▮▮▮ ▮▮ ▮▮▮▮ ▮▮▮ ▮▮▮▮▮ ▮▮▮ ▮▮ ▮▮▮▮ ▮▮▮▮ ▮▮▮ ▮▮▮▮ ▮▮ ▮▮▮ ▮▮▮▮▮ ▮▮▮ ▮▮▮▮ ▮▮ ▮▮▮ ▮▮▮▮▮ ▮▮ ▮▮▮▮ ▮▮▮ ▮▮▮▮▮ ▮▮▮ ▮▮ ▮▮▮▮ ▮▮▮▮ ▮▮▮ ▮▮▮▮ ▮▮ ▮▮▮ ▮▮▮▮▮ xyxy=(5,205,115,232)
article-text: ▮▮▮ ▮▮▮▮ ▮▮▮ ▮▮ ▮▮▮▮▮ ▮▮▮ ▮▮▮▮ ▮▮ ▮▮▮ ▮▮▮▮▮ ▮▮ ▮▮▮▮ ▮▮▮ ▮▮▮▮▮ ▮▮▮ ▮▮ ▮▮▮▮ ▮▮▮▮ ▮▮▮ ▮▮▮▮ ▮▮ ▮▮▮ ▮▮▮▮▮ ▮▮▮ ▮▮▮▮ ▮▮ ▮▮▮ ▮▮▮▮▮ ▮▮ ▮▮▮▮ ▮▮▮ ▮▮▮▮▮ ▮▮▮ ▮▮ ▮▮▮▮ ▮▮▮▮ ▮▮▮ ▮▮▮▮ ▮▮ ▮▮▮ ▮▮▮▮▮ ▮▮▮ ▮▮▮▮ ▮▮ ▮▮▮ ▮▮▮▮▮ ▮▮ ▮▮▮▮ ▮▮▮ ▮▮▮▮▮ ▮▮▮ ▮▮ ▮▮▮▮ ▮▮▮▮ ▮▮▮ ▮▮▮▮ ▮▮ ▮▮▮ ▮▮▮▮▮ ▮▮▮ ▮▮▮▮ ▮▮ ▮▮▮ ▮▮▮▮▮ ▮▮ ▮▮▮▮ ▮▮▮ ▮▮▮▮▮ ▮▮▮ ▮▮ ▮▮▮▮ ▮▮▮▮ ▮▮▮ ▮▮▮▮ ▮▮ ▮▮▮ ▮▮▮▮▮ ▮▮▮ ▮▮▮▮ ▮▮ ▮▮▮ ▮▮▮▮▮ ▮▮ ▮▮▮▮ ▮▮▮ ▮▮▮▮▮ ▮▮▮ ▮▮ ▮▮▮▮ ▮▮▮▮ ▮▮▮ ▮▮▮▮ ▮▮ ▮▮▮ ▮▮▮▮▮ ▮▮▮ ▮▮▮▮ ▮▮ ▮▮▮ ▮▮▮▮▮ ▮▮ ▮▮▮▮ ▮▮▮ ▮▮▮▮▮ ▮▮▮ ▮▮ ▮▮▮▮ ▮▮▮▮ ▮▮▮ ▮▮▮▮ ▮▮ ▮▮▮ ▮▮▮▮▮ xyxy=(120,435,200,479)
article-text: ▮▮▮ ▮▮▮▮ ▮▮▮ ▮▮ ▮▮▮▮▮ ▮▮▮ ▮▮▮▮ ▮▮ ▮▮▮ ▮▮▮▮▮ ▮▮ ▮▮▮▮ ▮▮▮ ▮▮▮▮▮ ▮▮▮ ▮▮ ▮▮▮▮ ▮▮▮▮ ▮▮▮ ▮▮▮▮ ▮▮ ▮▮▮ ▮▮▮▮▮ ▮▮▮ ▮▮▮▮ ▮▮ ▮▮▮ ▮▮▮▮▮ ▮▮ ▮▮▮▮ ▮▮▮ ▮▮▮▮▮ ▮▮▮ ▮▮ ▮▮▮▮ ▮▮▮▮ ▮▮▮ ▮▮▮▮ ▮▮ ▮▮▮ ▮▮▮▮▮ ▮▮▮ ▮▮▮▮ ▮▮ ▮▮▮ ▮▮▮▮▮ ▮▮ ▮▮▮▮ ▮▮▮ ▮▮▮▮▮ ▮▮▮ ▮▮ ▮▮▮▮ ▮▮▮▮ ▮▮▮ ▮▮▮▮ ▮▮ ▮▮▮ ▮▮▮▮▮ ▮▮▮ ▮▮▮▮ ▮▮ ▮▮▮ ▮▮▮▮▮ ▮▮ ▮▮▮▮ ▮▮▮ ▮▮▮▮▮ ▮▮▮ ▮▮ ▮▮▮▮ ▮▮▮▮ ▮▮▮ ▮▮▮▮ ▮▮ ▮▮▮ ▮▮▮▮▮ xyxy=(395,542,535,560)
worker-figure xyxy=(413,36,443,98)
flag xyxy=(90,28,106,52)
article-text: ▮▮▮ ▮▮▮▮ ▮▮▮ ▮▮ ▮▮▮▮▮ ▮▮▮ ▮▮▮▮ ▮▮ ▮▮▮ ▮▮▮▮▮ ▮▮ ▮▮▮▮ ▮▮▮ ▮▮▮▮▮ ▮▮▮ ▮▮ ▮▮▮▮ ▮▮▮▮ ▮▮▮ ▮▮▮▮ ▮▮ ▮▮▮ ▮▮▮▮▮ ▮▮▮ ▮▮▮▮ ▮▮ ▮▮▮ ▮▮▮▮▮ ▮▮ ▮▮▮▮ ▮▮▮ ▮▮▮▮▮ ▮▮▮ ▮▮ ▮▮▮▮ ▮▮▮▮ ▮▮▮ ▮▮▮▮ ▮▮ ▮▮▮ ▮▮▮▮▮ ▮▮▮ ▮▮▮▮ ▮▮ ▮▮▮ ▮▮▮▮▮ ▮▮ ▮▮▮▮ ▮▮▮ ▮▮▮▮▮ ▮▮▮ ▮▮ ▮▮▮▮ ▮▮▮▮ ▮▮▮ ▮▮▮▮ ▮▮ ▮▮▮ ▮▮▮▮▮ ▮▮▮ ▮▮▮▮ ▮▮ ▮▮▮ ▮▮▮▮▮ ▮▮ ▮▮▮▮ ▮▮▮ ▮▮▮▮▮ ▮▮▮ ▮▮ ▮▮▮▮ ▮▮▮▮ ▮▮▮ ▮▮▮▮ ▮▮ ▮▮▮ ▮▮▮▮▮ xyxy=(358,640,503,658)
article-text: ▮▮▮ ▮▮▮▮ ▮▮▮ ▮▮ ▮▮▮▮▮ ▮▮▮ ▮▮▮▮ ▮▮ ▮▮▮ ▮▮▮▮▮ ▮▮ ▮▮▮▮ ▮▮▮ ▮▮▮▮▮ ▮▮▮ ▮▮ ▮▮▮▮ ▮▮▮▮ ▮▮▮ ▮▮▮▮ ▮▮ ▮▮▮ ▮▮▮▮▮ ▮▮▮ ▮▮▮▮ ▮▮ ▮▮▮ ▮▮▮▮▮ ▮▮ ▮▮▮▮ ▮▮▮ ▮▮▮▮▮ ▮▮▮ ▮▮ ▮▮▮▮ ▮▮▮▮ ▮▮▮ ▮▮▮▮ ▮▮ ▮▮▮ ▮▮▮▮▮ ▮▮▮ ▮▮▮▮ ▮▮ ▮▮▮ ▮▮▮▮▮ ▮▮ ▮▮▮▮ ▮▮▮ ▮▮▮▮▮ ▮▮▮ ▮▮ ▮▮▮▮ ▮▮▮▮ ▮▮▮ ▮▮▮▮ ▮▮ ▮▮▮ ▮▮▮▮▮ ▮▮▮ ▮▮▮▮ ▮▮ ▮▮▮ ▮▮▮▮▮ ▮▮ ▮▮▮▮ ▮▮▮ ▮▮▮▮▮ ▮▮▮ ▮▮ ▮▮▮▮ ▮▮▮▮ ▮▮▮ ▮▮▮▮ ▮▮ ▮▮▮ ▮▮▮▮▮ xyxy=(358,722,503,740)
flag xyxy=(45,22,67,50)
top-left-photo xyxy=(5,16,145,106)
rail-photo xyxy=(5,248,117,368)
